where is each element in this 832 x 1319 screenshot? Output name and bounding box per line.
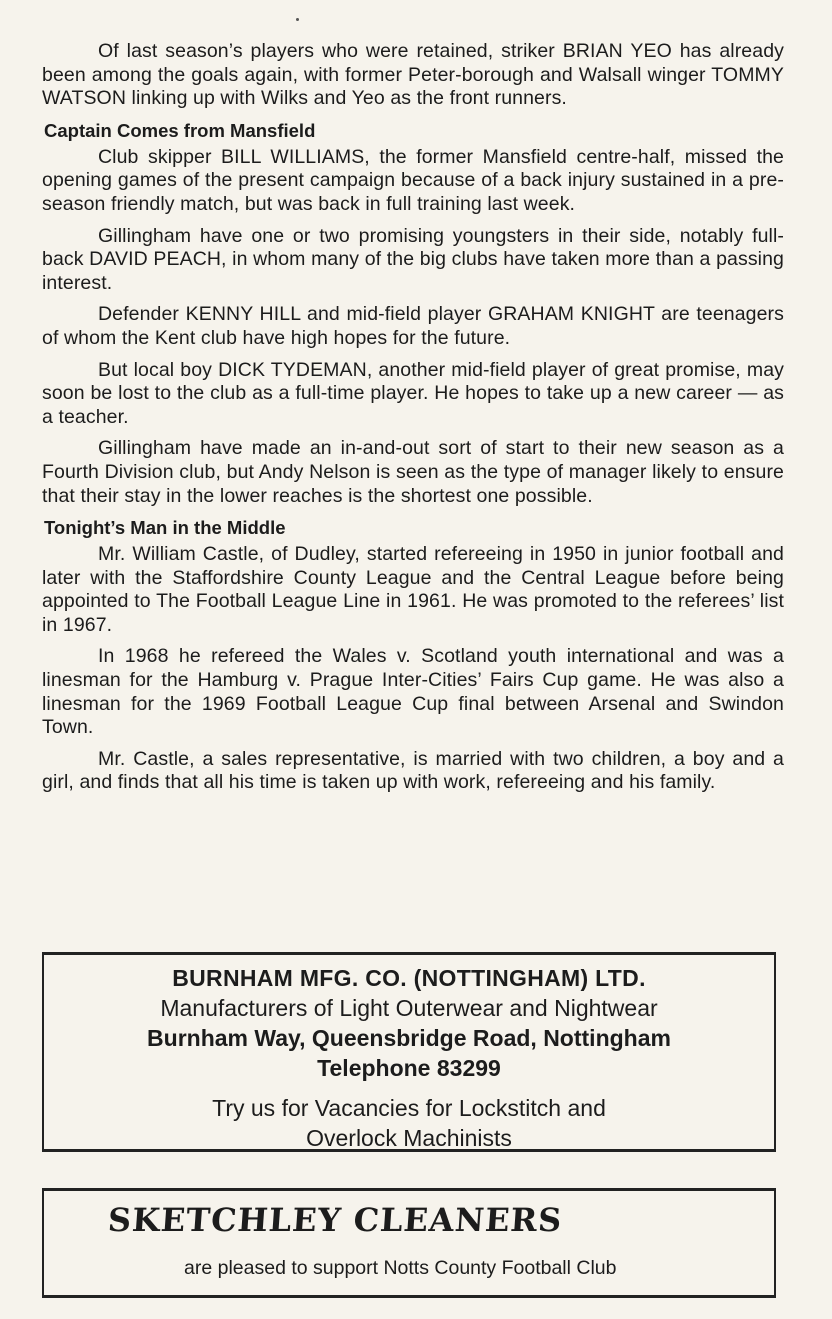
paragraph-retained-players: Of last season’s players who were retained, striker BRIAN YEO has already been among the goals again, with former Peter-borough and Walsall winger TOMMY WATSON linking up with Wilks and Yeo as the front runners. [42, 40, 784, 110]
paragraph-referee-family: Mr. Castle, a sales representative, is married with two children, a boy and a girl, and finds that all his time is taken up with work, refereeing and his family. [42, 747, 784, 794]
paragraph-tydeman: But local boy DICK TYDEMAN, another mid-field player of great promise, may soon be lost to the club as a full-time player. He hopes to take up a new career — as a teacher. [42, 358, 784, 428]
advert-burnham-company: BURNHAM MFG. CO. (NOTTINGHAM) LTD. [172, 965, 646, 991]
paragraph-bill-williams: Club skipper BILL WILLIAMS, the former Mansfield centre-half, missed the opening games of the present campaign because of a back injury sustained in a pre-season friendly match, but was back in full training last week. [42, 145, 784, 215]
paragraph-season-start: Gillingham have made an in-and-out sort of start to their new season as a Fourth Division club, but Andy Nelson is seen as the type of manager likely to ensure that their stay in the lower reaches is the shortest one possible. [42, 437, 784, 507]
advert-sketchley-tagline: are pleased to support Notts County Football Club [184, 1257, 617, 1279]
article [42, 40, 784, 803]
advert-burnham-products: Manufacturers of Light Outerwear and Nightwear [160, 995, 658, 1021]
advert-sketchley [42, 1188, 776, 1298]
advert-burnham [42, 952, 776, 1152]
paragraph-youngsters: Gillingham have one or two promising youngsters in their side, notably full-back DAVID PEACH, in whom many of the big clubs have taken more than a passing interest. [42, 224, 784, 294]
advert-burnham-address: Burnham Way, Queensbridge Road, Nottingham [147, 1025, 671, 1051]
advert-burnham-vacancies-2: Overlock Machinists [306, 1125, 512, 1151]
paragraph-referee-career: Mr. William Castle, of Dudley, started refereeing in 1950 in junior football and later with the Staffordshire County League and the Central League before being appointed to The Football League Line in 1961. He was promoted to the referees’ list in 1967. [42, 543, 784, 636]
heading-captain: Captain Comes from Mansfield [44, 119, 316, 141]
advert-burnham-telephone: Telephone 83299 [317, 1055, 501, 1081]
print-speck [296, 18, 299, 21]
advert-sketchley-brand: SKETCHLEY CLEANERS [106, 1201, 564, 1239]
heading-referee: Tonight’s Man in the Middle [44, 517, 286, 539]
paragraph-hill-knight: Defender KENNY HILL and mid-field player GRAHAM KNIGHT are teenagers of whom the Kent club have high hopes for the future. [42, 303, 784, 349]
paragraph-referee-1968: In 1968 he refereed the Wales v. Scotland youth international and was a linesman for the Hamburg v. Prague Inter-Cities’ Fairs Cup game. He was also a linesman for the 1969 Football League Cup final between Arsenal and Swindon Town. [42, 645, 784, 739]
advert-burnham-vacancies-1: Try us for Vacancies for Lockstitch and [212, 1095, 606, 1121]
